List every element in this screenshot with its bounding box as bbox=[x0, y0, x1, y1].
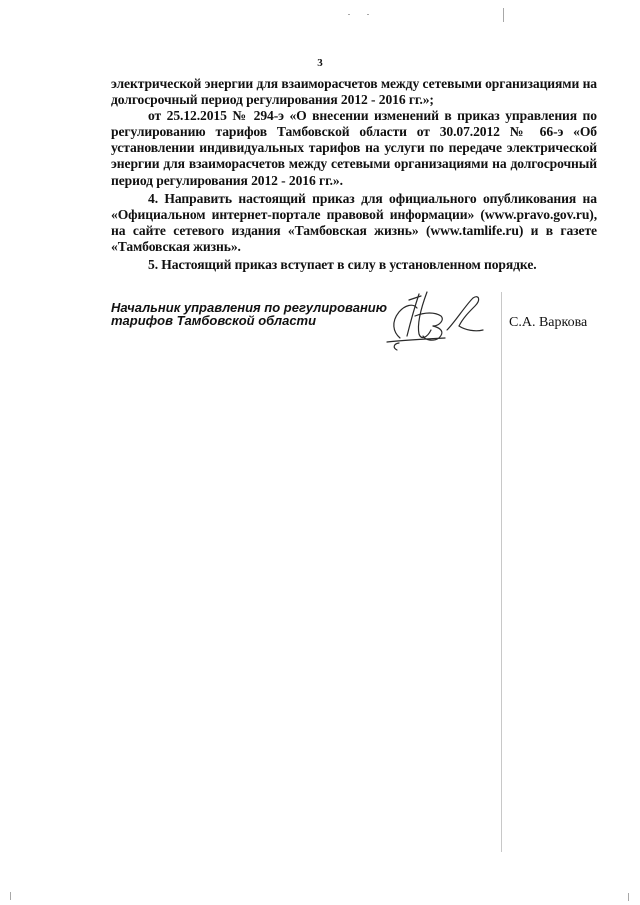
scan-artifact-bottom-left bbox=[10, 892, 11, 900]
scan-fold-line bbox=[501, 292, 502, 852]
signatory-position-line-1: Начальник управления по регулированию bbox=[111, 300, 387, 315]
signatory-position bbox=[111, 301, 387, 327]
handwritten-signature bbox=[375, 286, 490, 356]
paragraph-item-4-publication: 4. Направить настоящий приказ для официального опубликования на «Официальном интернет-портале правовой информации» (www.pravo.gov.ru), на сайте сетевого издания «Тамбовская жизнь» (www.tamlife.ru) и в газете «Тамбовская жизнь». bbox=[111, 190, 597, 254]
paragraph-item-5-effective: 5. Настоящий приказ вступает в силу в установленном порядке. bbox=[148, 257, 537, 273]
page-number: 3 bbox=[317, 57, 323, 69]
paragraph-continuation: электрической энергии для взаиморасчетов между сетевыми организациями на долгосрочный период регулирования 2012 - 2016 гг.»; bbox=[111, 76, 597, 108]
signatory-name: С.А. Варкова bbox=[509, 315, 588, 330]
document-body bbox=[111, 76, 597, 273]
signatory-position-line-2: тарифов Тамбовской области bbox=[111, 313, 317, 328]
scan-artifact-dot bbox=[367, 14, 369, 15]
scan-artifact-bottom-right bbox=[628, 893, 629, 901]
paragraph-amendment-reference: от 25.12.2015 № 294-э «О внесении изменений в приказ управления по регулированию тарифов Тамбовской области от 30.07.2012 № 66-э «Об установлении индивидуальных тарифов на услуги по передаче электрической энергии для взаиморасчетов между сетевыми организациями на долгосрочный период регулирования 2012 - 2016 гг.». bbox=[111, 108, 597, 188]
scan-artifact-dot bbox=[348, 14, 350, 15]
scan-artifact-top-right bbox=[503, 8, 504, 22]
